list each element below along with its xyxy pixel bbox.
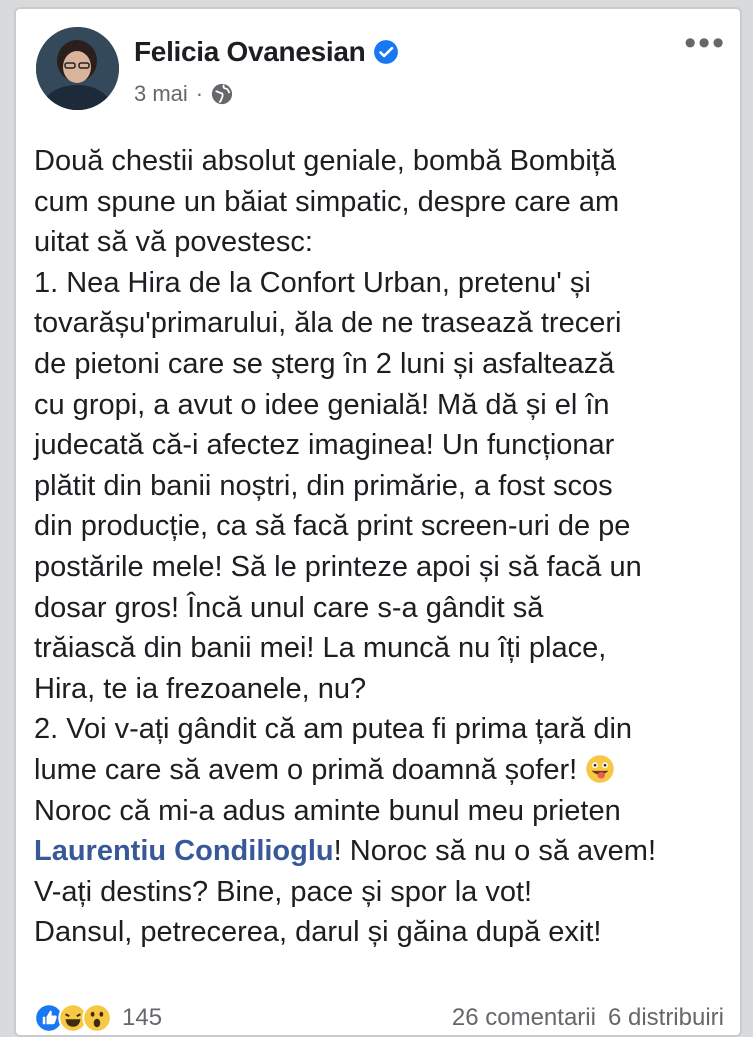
- post-line: trăiască din banii mei! La muncă nu îți place,: [34, 632, 607, 665]
- post-line: postările mele! Să le printeze apoi și să facă un: [34, 550, 642, 583]
- post-line: de pietoni care se șterg în 2 luni și asfaltează: [34, 347, 615, 380]
- post-body: [34, 141, 734, 953]
- reactions-summary[interactable]: [34, 1003, 162, 1033]
- post-line: din producție, ca să facă print screen-uri de pe: [34, 510, 631, 543]
- author-name-row: [134, 36, 399, 68]
- author-name[interactable]: Felicia Ovanesian: [134, 36, 366, 67]
- mention-link[interactable]: Laurentiu Condilioglu: [34, 835, 334, 868]
- avatar[interactable]: [36, 27, 119, 110]
- post-line: Noroc că mi-a adus aminte bunul meu prieten: [34, 794, 621, 827]
- post-line: Dansul, petrecerea, darul și găina după exit!: [34, 916, 602, 949]
- post-line: tovarășu'primarului, ăla de ne trasează treceri: [34, 307, 622, 340]
- comments-count-link[interactable]: 26 comentarii: [451, 1004, 596, 1031]
- post-line: plătit din banii noștri, din primărie, a fost scos: [34, 469, 613, 502]
- post-line: Două chestii absolut geniale, bombă Bombiță: [34, 145, 616, 177]
- post-line-with-emoji: [34, 750, 734, 791]
- reactions-count: 145: [122, 1004, 163, 1031]
- post-line: cum spune un băiat simpatic, despre care am: [34, 185, 620, 218]
- post-card: [14, 7, 742, 1037]
- more-options-icon[interactable]: •••: [684, 24, 726, 62]
- verified-badge-icon: [373, 39, 399, 65]
- post-line: V-ați destins? Bine, pace și spor la vot!: [34, 875, 533, 908]
- post-line: judecată că-i afectez imaginea! Un funcționar: [34, 429, 615, 462]
- post-date[interactable]: 3 mai: [134, 81, 188, 106]
- meta-separator: ·: [195, 81, 204, 106]
- post-line: ! Noroc să nu o să avem!: [333, 835, 657, 868]
- avatar-image: [36, 27, 119, 110]
- post-line: dosar gros! Încă unul care s-a gândit să: [34, 591, 544, 624]
- post-line: 2. Voi v-ați gândit că am putea fi prima țară din: [34, 713, 633, 746]
- post-line: Hira, te ia frezoanele, nu?: [34, 672, 367, 705]
- post-line: lume care să avem o primă doamnă șofer!: [34, 753, 578, 786]
- post-line: cu gropi, a avut o idee genială! Mă dă și el în: [34, 388, 610, 421]
- post-meta: [134, 81, 233, 107]
- wow-icon: [82, 1003, 112, 1033]
- post-footer: [34, 1003, 724, 1033]
- tongue-out-emoji-icon: [585, 754, 615, 784]
- post-line-with-mention: [34, 831, 734, 872]
- post-line: 1. Nea Hira de la Confort Urban, pretenu' și: [34, 266, 591, 299]
- post-line: uitat să vă povestesc:: [34, 226, 313, 259]
- engagement-stats: [452, 1004, 724, 1032]
- shares-count-link[interactable]: 6 distribuiri: [607, 1004, 724, 1031]
- globe-icon[interactable]: [211, 83, 233, 105]
